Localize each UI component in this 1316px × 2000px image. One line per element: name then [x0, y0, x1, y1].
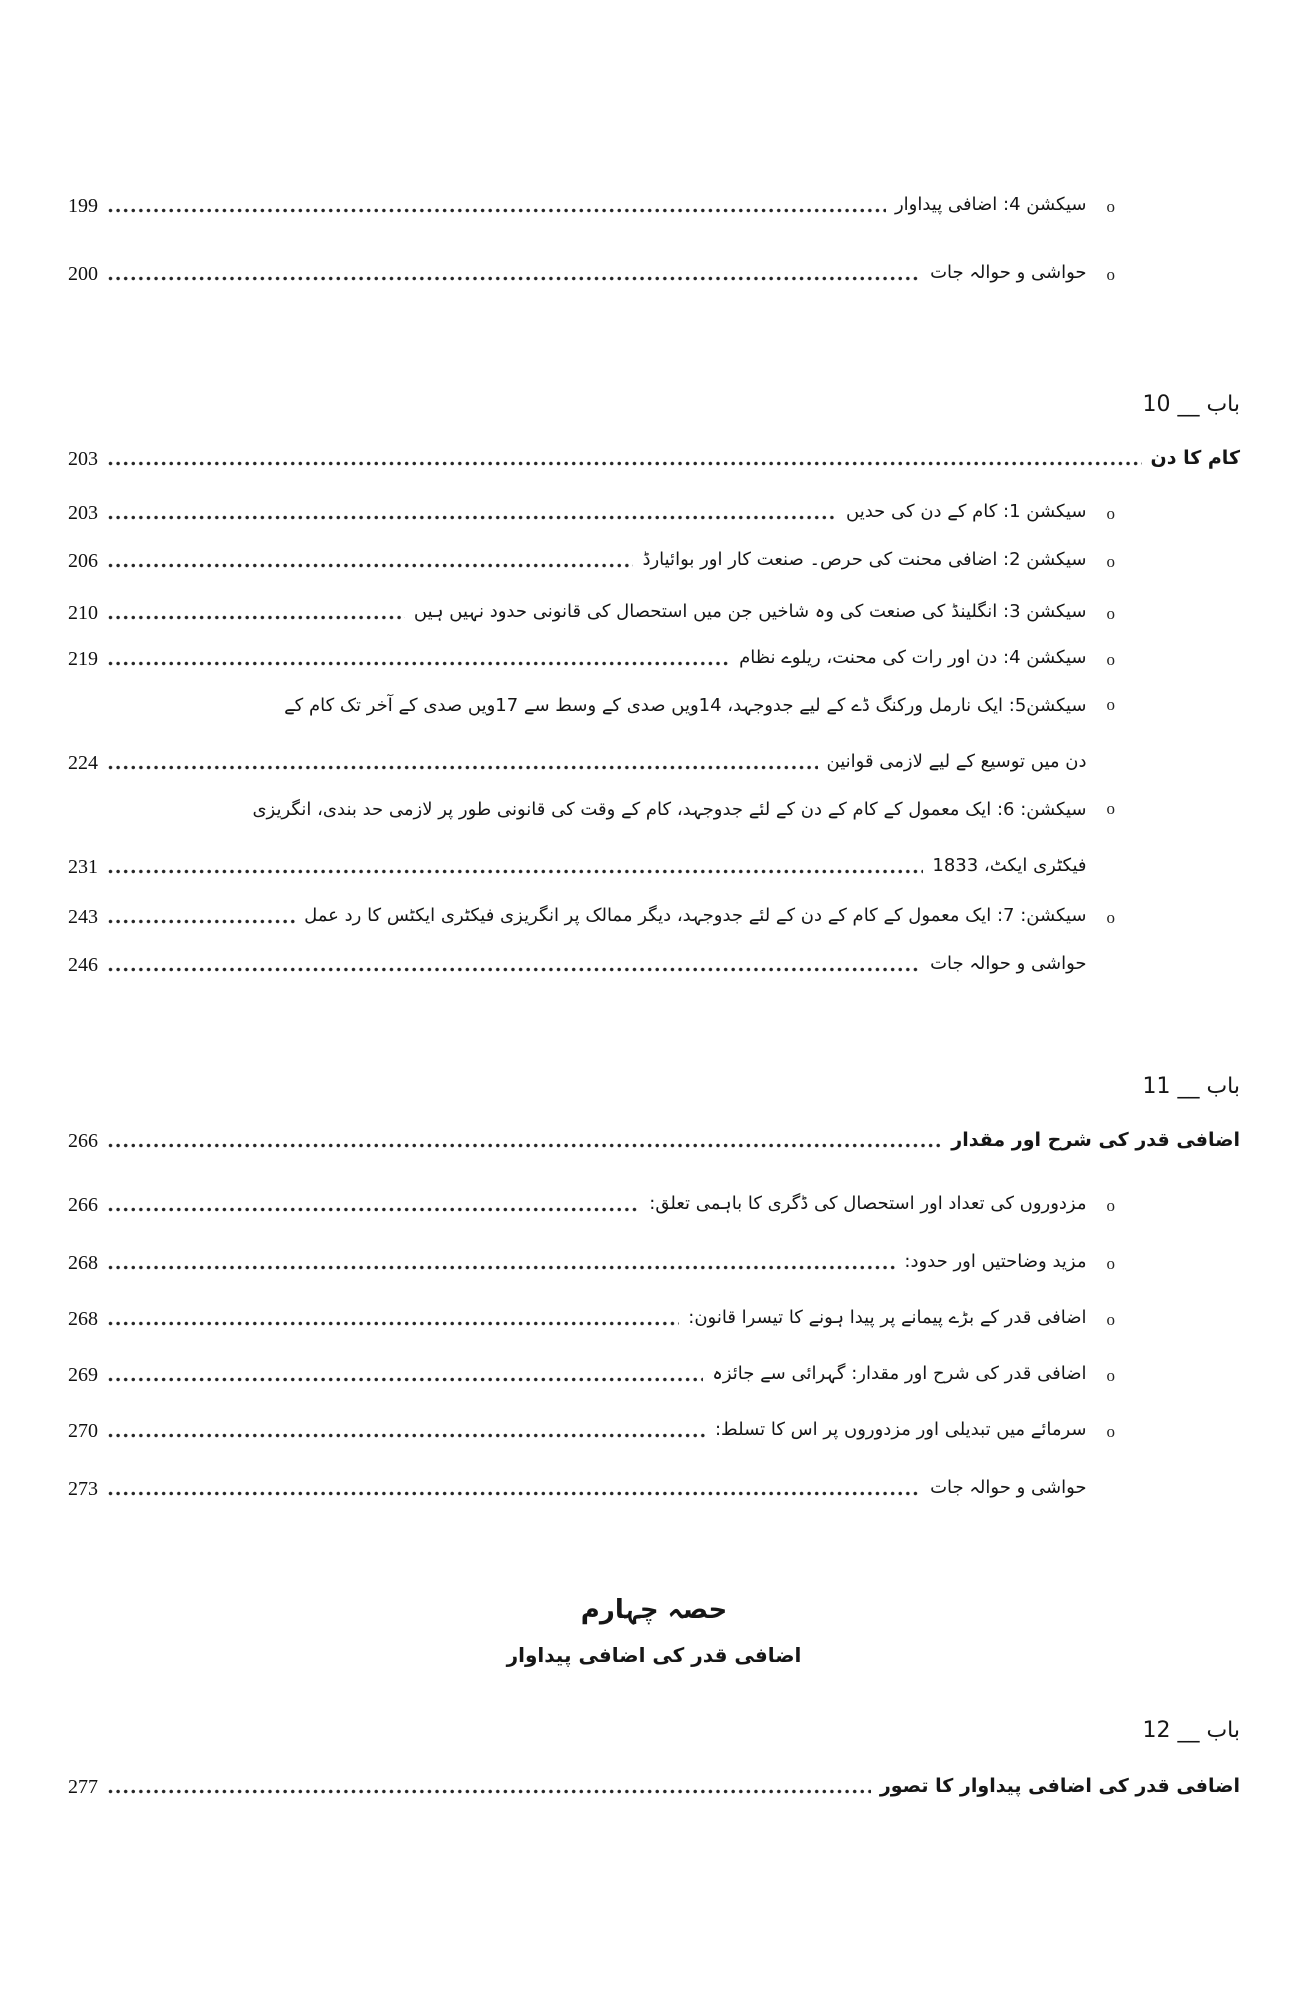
- entry-bullet: o: [1106, 1366, 1115, 1385]
- dot-leader: [107, 1787, 871, 1796]
- entry-content: [68, 688, 1087, 780]
- entry-page: 273: [68, 1478, 98, 1500]
- entry-bullet: o: [1106, 1254, 1115, 1273]
- entry-label-line2: فیکٹری ایکٹ، 1833: [932, 855, 1087, 876]
- toc-entry: [68, 1412, 1240, 1448]
- entry-label: مزدوروں کی تعداد اور استحصال کی ڈگری کا باہمی تعلق:: [649, 1193, 1087, 1214]
- entry-label: سیکشن 4: اضافی پیداوار: [894, 194, 1087, 215]
- toc-entry: [68, 1244, 1240, 1280]
- toc-entry: [68, 898, 1240, 934]
- entry-page: 243: [68, 906, 98, 928]
- entry-label: حواشی و حوالہ جات: [930, 1477, 1087, 1498]
- toc-entry-notes: [68, 1470, 1240, 1506]
- entry-bullet: o: [1106, 799, 1115, 818]
- toc-entry-notes: [68, 946, 1240, 982]
- entry-page: 231: [68, 856, 98, 878]
- dot-leader: [107, 206, 886, 215]
- entry-page: 200: [68, 263, 98, 285]
- dot-leader: [107, 659, 730, 668]
- chapter-12-title-row: [68, 1768, 1240, 1804]
- toc-entry: [68, 542, 1240, 578]
- toc-entry: [68, 255, 1240, 291]
- entry-page: 277: [68, 1776, 98, 1798]
- toc-entry-wrapped: [68, 688, 1240, 780]
- dot-leader: [107, 1205, 640, 1214]
- dot-leader: [107, 1141, 942, 1150]
- dot-leader: [107, 1489, 921, 1498]
- entry-page: 199: [68, 195, 98, 217]
- toc-entry: [68, 640, 1240, 676]
- chapter-10-title-row: [68, 440, 1240, 476]
- dot-leader: [107, 867, 923, 876]
- entry-bullet: o: [1106, 504, 1115, 523]
- entry-bullet: o: [1106, 650, 1115, 669]
- chapter-11-title-row: [68, 1122, 1240, 1158]
- toc-entry-wrapped: [68, 792, 1240, 884]
- dot-leader: [107, 513, 837, 522]
- entry-page: 269: [68, 1364, 98, 1386]
- entry-label-line1: سیکشن5: ایک نارمل ورکنگ ڈے کے لیے جدوجہد، 14ویں صدی کے وسط سے 17ویں صدی کے آخر تک کام کے: [284, 695, 1087, 716]
- chapter-title: اضافی قدر کی شرح اور مقدار: [951, 1129, 1240, 1151]
- chapter-10-heading: باب __ 10: [1142, 392, 1240, 417]
- entry-bullet: o: [1106, 695, 1115, 714]
- chapter-12-heading: باب __ 12: [1142, 1718, 1240, 1743]
- entry-bullet: o: [1106, 604, 1115, 623]
- entry-label: سیکشن 3: انگلینڈ کی صنعت کی وہ شاخیں جن میں استحصال کی قانونی حدود نہیں ہیں: [413, 601, 1087, 622]
- entry-bullet: o: [1106, 197, 1115, 216]
- dot-leader: [107, 274, 921, 283]
- toc-entry: [68, 1356, 1240, 1392]
- dot-leader: [107, 1375, 703, 1384]
- entry-bullet: o: [1106, 1310, 1115, 1329]
- dot-leader: [107, 965, 921, 974]
- dot-leader: [107, 1319, 679, 1328]
- entry-page: 266: [68, 1130, 98, 1152]
- entry-label: سیکشن 2: اضافی محنت کی حرص۔ صنعت کار اور بوائیارڈ: [642, 549, 1087, 570]
- part-four-heading: حصہ چہارم: [580, 1595, 728, 1625]
- dot-leader: [107, 1431, 706, 1440]
- chapter-11-heading: باب __ 11: [1142, 1074, 1240, 1099]
- entry-line2: [68, 744, 1087, 780]
- toc-entry: [68, 187, 1240, 223]
- entry-page: 210: [68, 602, 98, 624]
- part-four-subtitle: اضافی قدر کی اضافی پیداوار: [506, 1643, 802, 1667]
- dot-leader: [107, 763, 818, 772]
- entry-content: [68, 792, 1087, 884]
- entry-page: 246: [68, 954, 98, 976]
- entry-label: اضافی قدر کے بڑے پیمانے پر پیدا ہونے کا تیسرا قانون:: [688, 1307, 1087, 1328]
- dot-leader: [107, 561, 633, 570]
- entry-page: 268: [68, 1252, 98, 1274]
- entry-bullet: o: [1106, 1422, 1115, 1441]
- entry-line2: [68, 848, 1087, 884]
- entry-label: حواشی و حوالہ جات: [930, 953, 1087, 974]
- toc-entry: [68, 594, 1240, 630]
- entry-bullet: o: [1106, 1196, 1115, 1215]
- entry-label-line1: سیکشن: 6: ایک معمول کے کام کے دن کے لئے جدوجہد، کام کے وقت کی قانونی طور پر لازمی حد بندی، انگریزی: [252, 799, 1087, 820]
- entry-page: 224: [68, 752, 98, 774]
- entry-page: 206: [68, 550, 98, 572]
- chapter-title: کام کا دن: [1150, 447, 1240, 469]
- dot-leader: [107, 459, 1142, 468]
- chapter-title: اضافی قدر کی اضافی پیداوار کا تصور: [879, 1775, 1240, 1797]
- toc-entry: [68, 494, 1240, 530]
- entry-bullet: o: [1106, 908, 1115, 927]
- entry-page: 203: [68, 502, 98, 524]
- entry-label: اضافی قدر کی شرح اور مقدار: گہرائی سے جائزہ: [712, 1363, 1087, 1384]
- entry-page: 219: [68, 648, 98, 670]
- entry-bullet: o: [1106, 265, 1115, 284]
- dot-leader: [107, 917, 295, 926]
- entry-page: 268: [68, 1308, 98, 1330]
- dot-leader: [107, 1263, 895, 1272]
- entry-page: 203: [68, 448, 98, 470]
- entry-page: 270: [68, 1420, 98, 1442]
- entry-label: سیکشن 4: دن اور رات کی محنت، ریلوے نظام: [739, 647, 1087, 668]
- entry-label: مزید وضاحتیں اور حدود:: [904, 1251, 1087, 1272]
- entry-label: سیکشن 1: کام کے دن کی حدیں: [846, 501, 1087, 522]
- entry-label-line2: دن میں توسیع کے لیے لازمی قوانین: [826, 751, 1087, 772]
- entry-bullet: o: [1106, 552, 1115, 571]
- entry-label: سیکشن: 7: ایک معمول کے کام کے دن کے لئے جدوجہد، دیگر ممالک پر انگریزی فیکٹری ایکٹس کا رد عمل: [304, 905, 1087, 926]
- toc-entry: [68, 1300, 1240, 1336]
- toc-entry: [68, 1186, 1240, 1222]
- dot-leader: [107, 613, 405, 622]
- entry-label: سرمائے میں تبدیلی اور مزدوروں پر اس کا تسلط:: [714, 1419, 1087, 1440]
- entry-page: 266: [68, 1194, 98, 1216]
- entry-label: حواشی و حوالہ جات: [930, 262, 1087, 283]
